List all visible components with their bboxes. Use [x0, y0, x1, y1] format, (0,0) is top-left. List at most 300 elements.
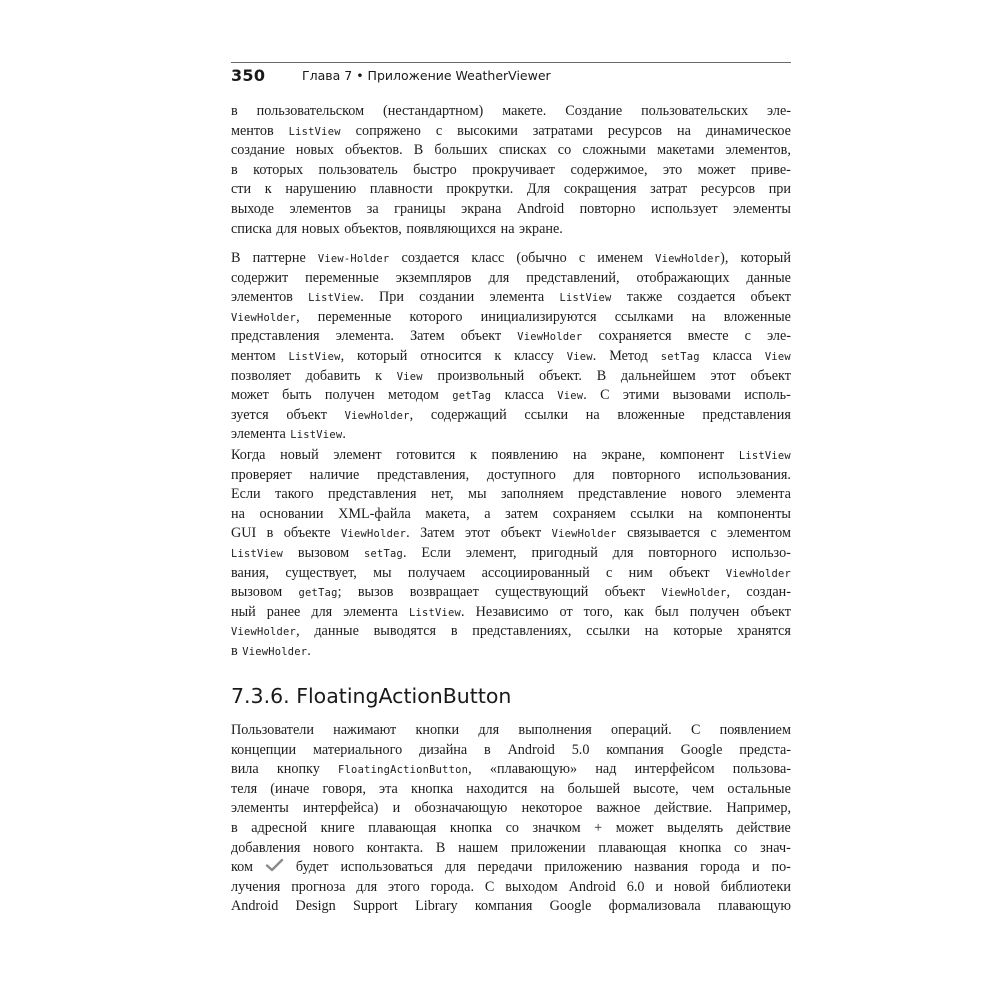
word: ViewHolder. — [341, 525, 410, 542]
word: паттерне — [252, 250, 306, 266]
code-term: setTag — [363, 547, 403, 560]
word: кнопка — [410, 780, 454, 797]
word: повторного — [612, 466, 681, 483]
word: getTag; — [298, 584, 342, 601]
word: ListView. — [290, 426, 346, 443]
word: получен — [324, 387, 375, 404]
word: приложению — [544, 859, 623, 876]
word: формализовала — [608, 898, 701, 915]
word: эле- — [767, 328, 791, 345]
word: в — [231, 642, 238, 659]
word: вила — [231, 761, 259, 778]
word: в — [231, 819, 238, 836]
word: вложенные — [617, 406, 685, 423]
text-line — [231, 406, 791, 426]
text-line — [231, 249, 791, 269]
word: макетами — [657, 142, 715, 159]
word: представление — [578, 486, 667, 503]
word: Android — [516, 200, 565, 217]
word: 5.0 — [571, 741, 590, 758]
word: сложными — [582, 142, 646, 159]
word: на — [572, 447, 587, 463]
text-line — [231, 308, 791, 328]
word: прокрутки. — [446, 181, 514, 198]
word: ViewHolder, — [661, 584, 731, 601]
code-term: getTag — [452, 390, 492, 403]
word: для — [276, 220, 298, 237]
word: инициализируются — [480, 308, 597, 325]
word: ссылки — [630, 505, 674, 522]
word: теля — [231, 780, 258, 797]
word: (нестандартном) — [383, 103, 484, 119]
word: книге — [320, 819, 355, 836]
text-line — [231, 180, 791, 200]
word: некоторое — [521, 800, 583, 817]
word: элементы — [733, 200, 791, 217]
word: дальнейшем — [620, 367, 696, 384]
word: со — [557, 142, 572, 159]
word — [289, 122, 341, 142]
word: произвольный — [437, 367, 525, 384]
word: интерфейса) — [303, 800, 379, 817]
text-line — [231, 721, 791, 741]
word: города — [700, 859, 740, 876]
word: элементов, — [725, 142, 791, 159]
word: выполнения — [518, 722, 592, 738]
word — [318, 249, 390, 269]
word: + — [594, 819, 603, 836]
word: Например, — [726, 800, 791, 817]
word: Если — [231, 486, 261, 503]
word: добавления — [231, 839, 301, 856]
word: библиотеки — [720, 878, 791, 895]
word: к — [375, 367, 383, 384]
word: и — [751, 859, 760, 876]
word: элемента — [343, 603, 398, 620]
word: В — [435, 839, 446, 856]
word: мы — [468, 486, 487, 503]
text-line — [231, 367, 791, 387]
word: вызов — [357, 584, 394, 601]
word: содержит — [231, 269, 289, 286]
word: При — [378, 289, 404, 306]
word: на — [231, 505, 245, 522]
word: С — [484, 878, 495, 895]
word: мы — [373, 564, 392, 581]
word: вания, — [231, 564, 270, 581]
word: создании — [419, 289, 475, 306]
word: в — [450, 623, 458, 640]
word — [231, 544, 283, 564]
word: С — [690, 722, 701, 738]
word: появлению — [491, 447, 559, 463]
word: объект — [750, 603, 791, 620]
word: существующий — [495, 584, 589, 601]
page-header — [231, 62, 791, 88]
word: появляющихся — [406, 220, 497, 237]
text-line — [231, 878, 791, 898]
word: Создание — [565, 103, 623, 119]
word: ListView. — [409, 603, 465, 620]
text-line — [231, 603, 791, 623]
word: использо- — [731, 544, 791, 561]
word: плавающая — [598, 839, 667, 856]
word: выводятся — [373, 623, 437, 640]
word: сокращения — [563, 181, 637, 198]
code-term: ListView — [738, 450, 791, 462]
word: и — [392, 800, 401, 817]
word: нарушению — [285, 181, 357, 198]
word: нового — [313, 839, 355, 856]
word: Метод — [609, 347, 648, 364]
word: 6.0 — [626, 878, 645, 895]
word: ресурсов — [700, 181, 756, 198]
text-line — [231, 564, 791, 584]
word: в — [484, 741, 491, 758]
text-line — [231, 583, 791, 603]
word: С — [600, 387, 610, 404]
word: выходе — [231, 200, 274, 217]
text-line — [231, 622, 791, 642]
word: основании — [259, 505, 324, 522]
word: Google — [680, 741, 723, 758]
word: ссылками — [614, 308, 674, 325]
word: ный — [231, 603, 256, 620]
word: высокими — [457, 122, 518, 139]
text-line — [231, 485, 791, 505]
word: пользовательском — [256, 103, 365, 119]
code-term: ListView — [409, 606, 462, 619]
word: добавить — [305, 367, 361, 384]
code-term: View — [764, 350, 791, 363]
code-term: ListView — [308, 292, 361, 305]
word: компания — [474, 898, 533, 915]
code-term: ViewHolder — [242, 645, 308, 658]
word: передачи — [477, 859, 533, 876]
word: чем — [691, 780, 715, 797]
word: появлением — [719, 722, 791, 738]
text-line — [231, 161, 791, 181]
code-term: View-Holder — [317, 253, 390, 265]
word: доступного — [486, 466, 556, 483]
word: для — [573, 466, 595, 483]
text-line — [231, 544, 791, 564]
word: класса — [712, 347, 752, 364]
word — [552, 524, 617, 544]
word: динамическое — [705, 122, 791, 139]
page-number: 350 — [231, 66, 266, 85]
word: нового — [680, 486, 722, 503]
word: эта — [379, 780, 398, 797]
word: создается — [677, 289, 736, 306]
word: ментов — [231, 122, 274, 139]
word: объект — [669, 564, 710, 581]
word: границы — [394, 200, 446, 217]
word: как — [623, 603, 644, 620]
text-line — [231, 819, 791, 839]
word: экрана — [461, 200, 502, 217]
paragraph-3 — [231, 446, 791, 662]
word: макета, — [425, 505, 470, 522]
word: именем — [597, 250, 643, 266]
text-line — [231, 269, 791, 289]
word: создан- — [746, 584, 791, 601]
word: элементы — [231, 800, 289, 817]
word: к — [469, 447, 477, 463]
word: создается — [401, 250, 460, 266]
word: списка — [231, 220, 272, 237]
word: затратами — [532, 122, 593, 139]
word: действие — [736, 819, 791, 836]
word: а — [484, 505, 491, 522]
word: Design — [295, 898, 336, 915]
word: которых — [253, 161, 304, 178]
word: получен — [689, 603, 740, 620]
word: ранее — [266, 603, 301, 620]
word: того, — [583, 603, 613, 620]
word: на — [691, 308, 706, 325]
paragraph-2 — [231, 249, 791, 445]
code-term: ViewHolder — [341, 528, 407, 541]
code-term: ViewHolder — [655, 253, 721, 265]
word: сти — [231, 181, 252, 198]
word: экране. — [519, 220, 563, 237]
word: вложенные — [723, 308, 791, 325]
code-term: ListView — [290, 429, 343, 442]
word: такого — [275, 486, 314, 503]
word: класс — [471, 250, 505, 266]
word: данные — [746, 269, 791, 286]
word: ссылки — [524, 406, 569, 423]
word: города. — [430, 878, 475, 895]
word: сопряжено — [355, 122, 421, 139]
code-term: ListView — [231, 547, 284, 560]
word: этого — [387, 878, 420, 895]
code-term: ViewHolder — [344, 409, 410, 422]
word: пользова- — [732, 761, 791, 778]
text-line — [231, 760, 791, 780]
word — [739, 446, 791, 466]
word: остальные — [727, 780, 791, 797]
word: ViewHolder. — [242, 642, 311, 659]
word: элемента — [736, 486, 791, 503]
text-line — [231, 347, 791, 367]
word: для — [488, 269, 510, 286]
word: названия — [634, 859, 689, 876]
code-term: View — [396, 370, 423, 383]
word — [661, 347, 700, 367]
word: быть — [282, 387, 312, 404]
word: лучения — [231, 878, 281, 895]
word: ссылки — [586, 623, 630, 640]
word: В — [231, 250, 241, 266]
word: компания — [606, 741, 664, 758]
word: предста- — [739, 741, 791, 758]
word: также — [626, 289, 663, 306]
word: элемента — [231, 426, 286, 443]
word: существует, — [285, 564, 357, 581]
word: ресурсов — [607, 122, 663, 139]
word: ViewHolder, — [231, 308, 300, 325]
word: новый — [280, 447, 319, 463]
word — [452, 386, 491, 406]
word: для — [311, 603, 333, 620]
word: на — [540, 780, 555, 797]
text-line — [231, 327, 791, 347]
word: «плавающую» — [489, 761, 578, 778]
word: экране, — [601, 447, 646, 463]
word: Когда — [231, 447, 266, 463]
word: Support — [352, 898, 398, 915]
word: нажимают — [333, 722, 397, 738]
word: повторного — [648, 544, 717, 561]
word: содержащий — [430, 406, 507, 423]
word: данные — [314, 623, 359, 640]
word: представлений, — [526, 269, 620, 286]
code-term: ListView — [288, 350, 341, 363]
word: использования. — [698, 466, 791, 483]
word: Затем — [420, 525, 455, 542]
word: FloatingActionButton, — [338, 761, 472, 778]
word: над — [595, 761, 617, 778]
word: на — [585, 406, 600, 423]
word: содержимое, — [570, 161, 648, 178]
code-term: setTag — [660, 350, 700, 363]
code-term: ListView — [559, 292, 612, 305]
code-term: ViewHolder — [725, 567, 791, 580]
word: Пользователи — [231, 722, 314, 738]
word: Android — [568, 878, 616, 895]
word: значком — [532, 819, 581, 836]
word: компонент — [659, 447, 725, 463]
code-term: FloatingActionButton — [338, 764, 469, 777]
word: при — [768, 181, 791, 198]
word — [765, 347, 791, 367]
word: переменные — [305, 269, 379, 286]
word: Library — [415, 898, 458, 915]
word: Затем — [410, 328, 445, 345]
word: ассоциированный — [481, 564, 590, 581]
word: на — [677, 122, 691, 139]
text-line — [231, 858, 791, 878]
word: View. — [566, 347, 597, 364]
word: с — [710, 525, 717, 542]
word: этот — [710, 367, 736, 384]
word: класса — [504, 387, 544, 404]
word: большей — [567, 780, 621, 797]
word: ViewHolder, — [344, 406, 414, 423]
word: затрат — [650, 181, 688, 198]
word: создание — [231, 142, 285, 159]
word — [397, 367, 423, 387]
word: использует — [650, 200, 718, 217]
word: кнопка — [449, 819, 493, 836]
word: может — [697, 161, 736, 178]
word: выделять — [667, 819, 724, 836]
section-paragraph — [231, 721, 791, 917]
word: вызовами — [672, 387, 731, 404]
word: контакта. — [366, 839, 424, 856]
word: повторно — [579, 200, 636, 217]
word: объект — [500, 525, 542, 542]
word: новых — [295, 142, 334, 159]
word: плавающую — [717, 898, 791, 915]
word: объект — [286, 406, 327, 423]
word: затем — [505, 505, 539, 522]
word: в — [231, 161, 238, 178]
word: ком — [231, 859, 253, 876]
text-line — [231, 141, 791, 161]
word: в — [231, 103, 238, 119]
text-line — [231, 839, 791, 859]
word: от — [559, 603, 573, 620]
word: операций. — [611, 722, 672, 738]
text-line — [231, 466, 791, 486]
text-line — [231, 524, 791, 544]
word: Android — [231, 898, 279, 915]
word: исполь- — [744, 387, 791, 404]
word: хранятся — [737, 623, 791, 640]
word: Для — [526, 181, 551, 198]
word: может — [615, 819, 654, 836]
code-term: getTag — [298, 587, 338, 600]
word: который — [740, 250, 791, 266]
word: связывается — [627, 525, 700, 542]
word: элементом — [727, 525, 791, 542]
word: элемент — [333, 447, 382, 463]
word: элементов — [231, 289, 293, 306]
text-line — [231, 122, 791, 142]
code-term: ViewHolder — [517, 331, 583, 344]
word: плавности — [369, 181, 433, 198]
word: setTag. — [363, 544, 407, 561]
word: представления — [231, 328, 320, 345]
word: сохраняем — [552, 505, 616, 522]
word: с — [578, 250, 586, 266]
word: переменные — [317, 308, 392, 325]
word: это — [662, 161, 683, 178]
word: для — [356, 878, 378, 895]
word: нет, — [431, 486, 454, 503]
word: прогноза — [291, 878, 346, 895]
word: говоря, — [322, 780, 366, 797]
word: приложении — [510, 839, 586, 856]
word: объекте — [283, 525, 331, 542]
word: отображающих — [636, 269, 730, 286]
word: сохраняется — [598, 328, 672, 345]
word: ViewHolder), — [655, 250, 729, 266]
word: XML-файла — [338, 505, 411, 522]
word: объектов, — [344, 220, 402, 237]
word: View. — [557, 387, 587, 404]
word: представления, — [377, 466, 470, 483]
word: эле- — [767, 103, 791, 119]
code-term: ViewHolder — [551, 528, 617, 541]
word: списках — [498, 142, 547, 159]
word: концепции — [231, 741, 297, 758]
code-term: ListView — [288, 125, 341, 138]
word: по- — [771, 859, 791, 876]
word: GUI — [231, 525, 257, 542]
word: ListView. — [308, 289, 364, 306]
word: со — [733, 839, 748, 856]
text-line — [231, 220, 791, 240]
word: возвращает — [409, 584, 479, 601]
text-line — [231, 425, 791, 445]
text-line — [231, 386, 791, 406]
paragraph-1 — [231, 102, 791, 239]
word: пригодный — [531, 544, 598, 561]
